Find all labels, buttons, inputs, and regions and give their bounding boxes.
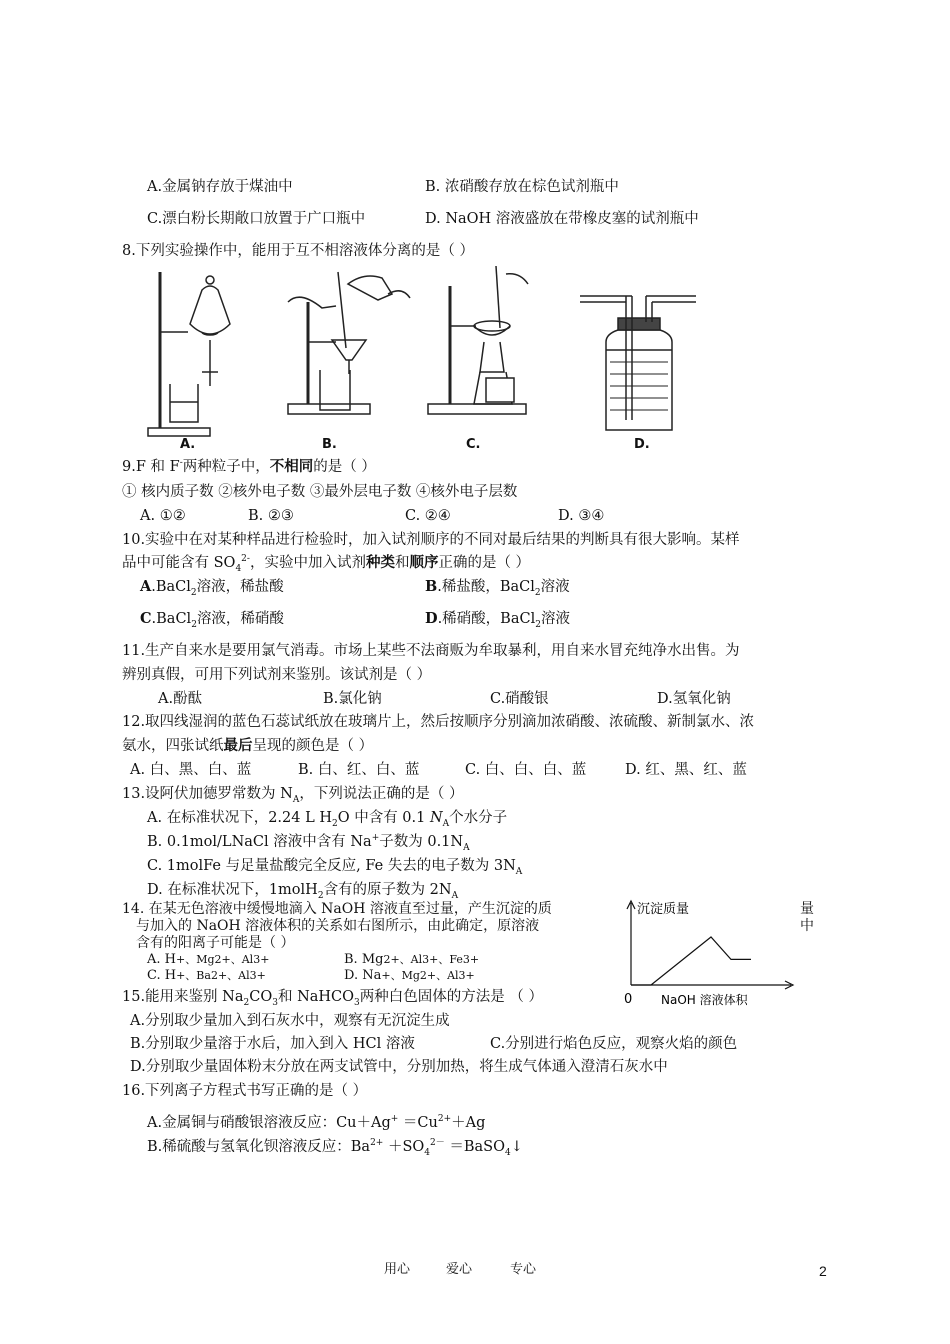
apparatus-a-separatory-funnel (148, 272, 230, 436)
q14-option-c: C. H+、Ba2+、Al3+ (147, 968, 266, 983)
q14-precipitate-chart (615, 895, 795, 1010)
q9-option-b: B. ②③ (248, 508, 294, 524)
q9-stem: 9.F 和 F-两种粒子中，不相同的是（ ） (122, 458, 376, 475)
q8-apparatus-figure (140, 262, 700, 457)
q12-option-a: A. 白、黑、白、蓝 (130, 762, 252, 778)
q13-option-b: B. 0.1mol/LNaCl 溶液中含有 Na+子数为 $0.1N_A$ (147, 833, 470, 853)
q10-option-d: D.稀硝酸，BaCl$_2$溶液 (425, 610, 570, 630)
q13-option-d: D. 在标准状况下，1molH$_2$含有的原子数为 $2N_A$ (147, 882, 459, 901)
q14-option-d: D. Na+、Mg2+、Al3+ (344, 968, 475, 983)
footer-motto-2: 爱心 (446, 1262, 473, 1277)
q14-line1-right: 量 (800, 901, 814, 917)
q8-label-d: D. (634, 437, 650, 452)
q8-stem: 8.下列实验操作中，能用于互不相溶液体分离的是（ ） (122, 243, 474, 259)
q8-label-b: B. (322, 437, 337, 452)
q15-option-d: D.分别取少量固体粉末分放在两支试管中，分别加热，将生成气体通入澄清石灰水中 (130, 1059, 668, 1075)
q15-option-a: A.分别取少量加入到石灰水中，观察有无沉淀生成 (130, 1013, 450, 1029)
q12-option-b: B. 白、红、白、蓝 (298, 762, 420, 778)
q16-option-b: B.稀硫酸与氢氧化钡溶液反应：$Ba^{2+} +SO_4^{2-}$ ＝BaSO$_4$↓ (147, 1138, 523, 1158)
q10-option-a: A.BaCl$_2$溶液，稀盐酸 (140, 578, 284, 598)
q8-label-a: A. (180, 437, 196, 452)
q14-line3: 含有的阳离子可能是（ ） (136, 935, 295, 951)
q15-option-b: B.分别取少量溶于水后，加入到入 HCl 溶液 (130, 1036, 415, 1052)
q9-option-d: D. ③④ (558, 508, 605, 524)
q14-line2-right: 中 (800, 918, 814, 934)
q14-option-b: B. Mg2+、Al3+、Fe3+ (344, 952, 480, 967)
q12-option-c: C. 白、白、白、蓝 (465, 762, 587, 778)
page-number: 2 (819, 1263, 827, 1279)
q12-line2: 氨水，四张试纸最后呈现的颜色是（ ） (122, 737, 374, 754)
q7-option-d: D. NaOH 溶液盛放在带橡皮塞的试剂瓶中 (425, 211, 699, 227)
q15-option-c: C.分别进行焰色反应，观察火焰的颜色 (490, 1036, 738, 1052)
chart-origin: 0 (624, 992, 633, 1007)
q13-stem: 13.设阿伏加德罗常数为 $N_A$，下列说法正确的是（ ） (122, 786, 464, 805)
q10-line2: 品中可能含有 $SO_4^{2-}$，实验中加入试剂种类和顺序正确的是（ ） (122, 554, 531, 574)
q11-option-b: B.氯化钠 (323, 691, 382, 707)
apparatus-b-filtration (288, 272, 410, 414)
q14-option-a: A. H+、Mg2+、Al3+ (147, 952, 270, 967)
chart-ylabel: 沉淀质量 (637, 902, 690, 917)
q10-line1: 10.实验中在对某种样品进行检验时，加入试剂顺序的不同对最后结果的判断具有很大影响。某样 (122, 532, 740, 548)
q9-option-c: C. ②④ (405, 508, 451, 524)
q10-option-b: B.稀盐酸，BaCl$_2$溶液 (425, 578, 570, 598)
q13-option-c: C. 1molFe 与足量盐酸完全反应, Fe 失去的电子数为 $3N_A$ (147, 858, 523, 877)
q14-line2: 与加入的 NaOH 溶液体积的关系如右图所示，由此确定，原溶液 (136, 918, 540, 934)
q11-option-c: C.硝酸银 (490, 691, 549, 707)
q7-option-b: B. 浓硝酸存放在棕色试剂瓶中 (425, 179, 619, 195)
q11-option-d: D.氢氧化钠 (657, 691, 731, 707)
q13-option-a: A. 在标准状况下，2.24 L $H_2O$ 中含有 0.1 $N_A$个水分子 (147, 810, 508, 829)
q9-items: ① 核内质子数 ②核外电子数 ③最外层电子数 ④核外电子层数 (122, 484, 518, 500)
q8-label-c: C. (466, 437, 481, 452)
q14-line1: 14. 在某无色溶液中缓慢地滴入 NaOH 溶液直至过量，产生沉淀的质 (122, 901, 552, 917)
q16-stem: 16.下列离子方程式书写正确的是（ ） (122, 1083, 368, 1099)
q12-line1: 12.取四线湿润的蓝色石蕊试纸放在玻璃片上，然后按顺序分别滴加浓硝酸、浓硫酸、新制氯水、浓 (122, 714, 755, 730)
footer-motto-1: 用心 (384, 1262, 411, 1277)
chart-series-line (631, 937, 751, 985)
q9-option-a: A. ①② (140, 508, 186, 524)
q15-stem: 15.能用来鉴别 $Na_2CO_3$和 NaHCO$_3$两种白色固体的方法是 （ ） (122, 989, 543, 1008)
q12-option-d: D. 红、黑、红、蓝 (625, 762, 747, 778)
q10-option-c: C.BaCl$_2$溶液，稀硝酸 (140, 610, 284, 630)
apparatus-c-evaporation (428, 266, 528, 414)
q11-line1: 11.生产自来水是要用氯气消毒。市场上某些不法商贩为牟取暴利，用自来水冒充纯净水出售。为 (122, 643, 740, 659)
q16-option-a: A.金属铜与硝酸银溶液反应：$Cu+Ag^+ =Cu^{2+}+Ag$ (147, 1114, 486, 1131)
q11-line2: 辨别真假，可用下列试剂来鉴别。该试剂是（ ） (122, 667, 432, 683)
footer-motto-3: 专心 (510, 1262, 537, 1277)
q7-option-a: A.金属钠存放于煤油中 (147, 179, 293, 195)
q7-option-c: C.漂白粉长期敞口放置于广口瓶中 (147, 211, 366, 227)
q11-option-a: A.酚酞 (158, 691, 203, 707)
apparatus-d-gas-washing-bottle (580, 296, 696, 430)
chart-xlabel: NaOH 溶液体积 (661, 993, 748, 1007)
